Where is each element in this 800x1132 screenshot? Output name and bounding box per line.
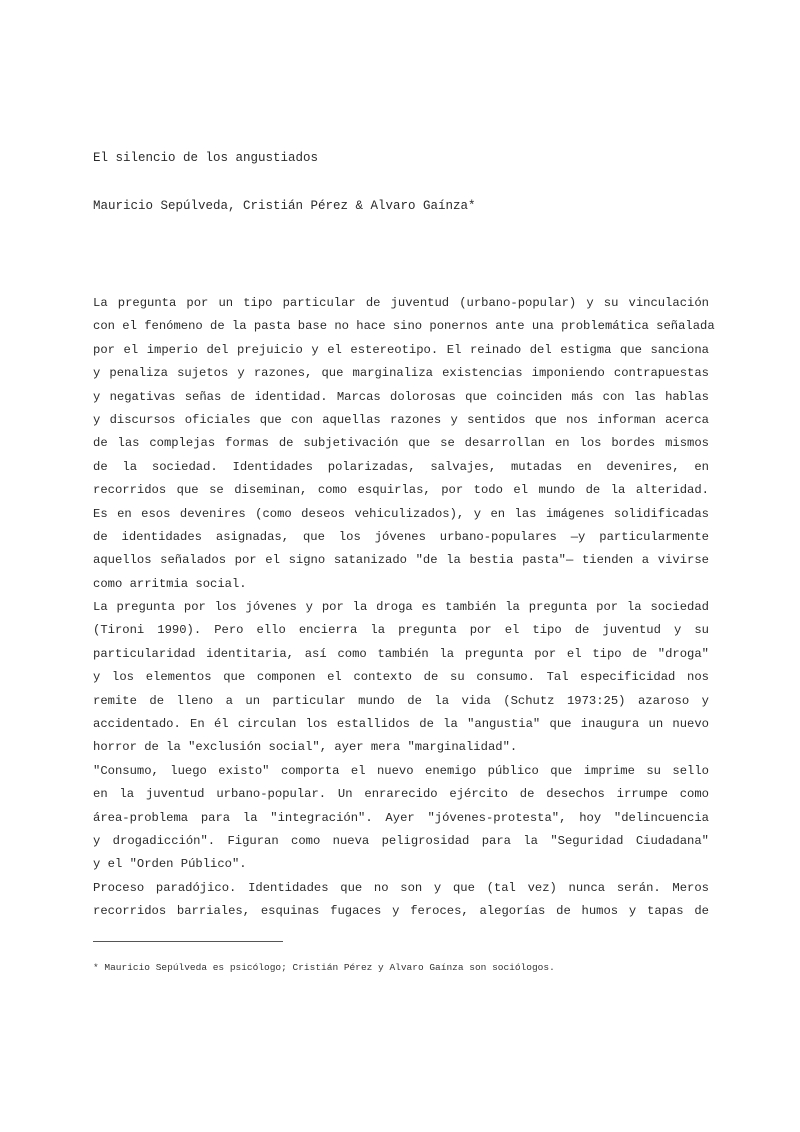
- text-line: de la sociedad. Identidades polarizadas, salvajes, mutadas en devenires, en: [93, 459, 709, 474]
- document-title: El silencio de los angustiados: [93, 151, 319, 165]
- footnote: * Mauricio Sepúlveda es psicólogo; Cristián Pérez y Alvaro Gaínza son sociólogos.: [93, 962, 555, 973]
- text-line: con el fenómeno de la pasta base no hace sino ponernos ante una problemática señalada: [93, 319, 715, 334]
- text-line: en la juventud urbano-popular. Un enrarecido ejército de desechos irrumpe como: [93, 787, 709, 802]
- text-line: (Tironi 1990). Pero ello encierra la pregunta por el tipo de juventud y su: [93, 623, 709, 638]
- text-line: particularidad identitaria, así como también la pregunta por el tipo de "droga": [93, 646, 709, 661]
- text-line: y penaliza sujetos y razones, que marginaliza existencias imponiendo contrapuestas: [93, 366, 709, 381]
- text-line: recorridos que se diseminan, como esquirlas, por todo el mundo de la alteridad.: [93, 483, 709, 498]
- body-text: [93, 292, 715, 924]
- text-line: La pregunta por un tipo particular de juventud (urbano-popular) y su vinculación: [93, 296, 709, 310]
- text-line: accidentado. En él circulan los estallidos de la "angustia" que inaugura un nuevo: [93, 717, 709, 732]
- text-line: Es en esos devenires (como deseos vehiculizados), y en las imágenes solidificadas: [93, 506, 709, 521]
- text-line: de identidades asignadas, que los jóvenes urbano-populares —y particularmente: [93, 529, 709, 544]
- footnote-divider: [93, 941, 283, 942]
- text-line: Proceso paradójico. Identidades que no son y que (tal vez) nunca serán. Meros: [93, 880, 709, 895]
- text-line: área-problema para la "integración". Ayer "jóvenes-protesta", hoy "delincuencia: [93, 810, 709, 825]
- text-line: de las complejas formas de subjetivación que se desarrollan en los bordes mismos: [93, 436, 709, 451]
- text-line: horror de la "exclusión social", ayer mera "marginalidad".: [93, 740, 518, 755]
- text-line: y discursos oficiales que con aquellas razones y sentidos que nos informan acerca: [93, 412, 709, 427]
- text-line: aquellos señalados por el signo satanizado "de la bestia pasta"— tienden a vivirse: [93, 553, 709, 568]
- document-authors: Mauricio Sepúlveda, Cristián Pérez & Alvaro Gaínza*: [93, 199, 476, 213]
- text-line: y drogadicción". Figuran como nueva peligrosidad para la "Seguridad Ciudadana": [93, 833, 709, 848]
- text-line: y los elementos que componen el contexto de su consumo. Tal especificidad nos: [93, 670, 709, 685]
- text-line: recorridos barriales, esquinas fugaces y feroces, alegorías de humos y tapas de: [93, 904, 709, 919]
- text-line: La pregunta por los jóvenes y por la droga es también la pregunta por la sociedad: [93, 600, 709, 615]
- text-line: como arritmia social.: [93, 576, 247, 591]
- text-line: "Consumo, luego existo" comporta el nuevo enemigo público que imprime su sello: [93, 763, 709, 778]
- text-line: y negativas señas de identidad. Marcas dolorosas que coinciden más con las hablas: [93, 389, 709, 404]
- text-line: y el "Orden Público".: [93, 857, 247, 872]
- text-line: remite de lleno a un particular mundo de la vida (Schutz 1973:25) azaroso y: [93, 693, 709, 708]
- text-line: por el imperio del prejuicio y el estereotipo. El reinado del estigma que sanciona: [93, 342, 709, 357]
